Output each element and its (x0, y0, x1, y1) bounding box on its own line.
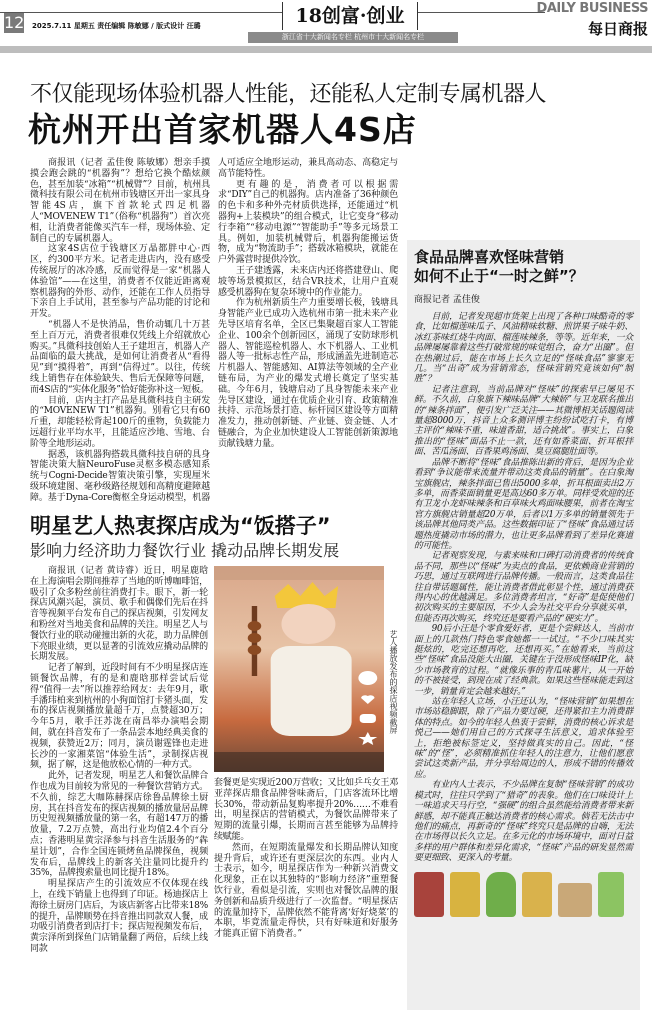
paragraph: 记者注意到，当前品牌对“怪味”的探索早已屡见不鲜。不久前，白象旗下辣味品牌“大辣娇”与卫龙联名推出的“辣条拌面”，便引发广泛关注——其微博相关话题阅读量超8000万，抖音上众多测评博主纷纷试吃打卡，有博主评价“辣味不重，味道香甜，适合挑战”。事实上，白象推出的“怪味”面品不止一款，还有如香菜面、折耳根拌面、苦瓜汤面、百香果鸡汤面、臭豆腐腿肚面等。 (414, 384, 633, 458)
section-title: 18创富·创业 (282, 2, 418, 30)
product-image (558, 883, 592, 917)
photo-caption: 艺人播放发布的探店视频截屏 (389, 630, 398, 734)
paragraph: 此外，记者发现，明星艺人和餐饮品牌合作也成为目前较为常见的一种餐饮营销方式。不久前，综艺大咖陈赫探店徐鲁品牌徐土厨房，其在抖音发布的探店视频的播放量居品牌历史短视频播放量的第一名，有超147万的播放量，7.2万点赞，高出行业均值2.4个百分点；香港明星黄宗泽参与抖音生活服务的“犇星计划”，合作全国连锁烤鱼品牌探鱼，视频发布后，品牌线上的新客关注量同比提升约35%，品牌搜索量也同比提升18%。 (30, 771, 208, 879)
paragraph: 目前，店内主打产品是具微科技自主研发的“MOVENEW T1”机器狗。别看它只有60斤重，却能轻松背起100斤的重物，负载能力远超行业平均水平，且能适应沙地、雪地、台阶等全地形运动。 (30, 395, 210, 449)
paragraph: 有业内人士表示，不少品牌在复制“怪味营销”的成功模式时，往往只学到了“猎奇”的表象。他们在口味设计上一味追求天马行空，“强硬”的组合虽然能给消费者带来新鲜感，却不能真正触达消费者的核心需求。倘若无法击中他们的痛点，再新奇的“怪味”终究只是品牌的自嗨，无法在市场得以长久立足。在多元化的市场环境中，面对日益多样的用户群体和差异化需求，“怪味”产品的研发显然需要更细致、更深入的考量。 (414, 780, 633, 864)
article1-body (30, 158, 398, 510)
paragraph: 套餐更是实现近200万营收；又比如乒乓女王邓亚萍探店鼎食品牌誉味斋后，门店客流环比增长30%，带动新品复购率提升20%……不难看出，明星探店的营销模式，为餐饮品牌带来了短期的流量引爆，长期而言甚至能够为品牌持续赋能。 (214, 778, 398, 842)
product-image (414, 872, 444, 917)
article3-body (414, 312, 633, 864)
product-image (450, 872, 480, 917)
article3-byline: 商报记者 孟佳俊 (414, 295, 480, 305)
paragraph: 站在年轻人立场，小汪还认为，“怪味营销”如果想在市场站稳脚跟，除了产品力要过硬，还得紧扣主力消费群体的特点。如今的年轻人热衷于尝鲜，消费的核心诉求是悦己——她们用自己的方式探寻生活意义，追求体验至上，拒绝被标签定义，坚持做真实的自己。因此，“怪味”的“怪”，必须精准抓住年轻人的注意力，让他们愿意尝试这类新产品，并分享给周边的人，形成不错的传播效应。 (414, 697, 633, 780)
paragraph: 商报讯（记者 黄诗睿）近日，明星鹿晗在上海演唱会期间推荐了当地的昕博咖啡馆，吸引了众多粉丝前往消费打卡。眼下，新一轮探店风潮兴起，演员、歌手和偶像们先后在抖音等视频平台发布自己的探店视频，引发网友和粉丝对当地美食和品牌的关注。明星艺人与餐饮行业的联动碰撞出新的火花，助力品牌创下亮眼业绩，更以显著的引流效应撬动品牌的长期发展。 (30, 566, 208, 663)
paragraph: 然而，在短期流量爆发和长期品牌认知度提升背后，或许还有更深层次的东西。业内人士表示，如今，明星探店作为一种新兴消费文化现象，正在以其独特的“影响力经济”重塑餐饮行业，看似是引流，实则也对餐饮品牌的服务创新和品质升级进行了一次监督。“明星探店的流量加持下，品牌依然不能背离‘好好烧菜’的本职，毕竟流量走得快，只有好味道和好服务才能真正留下消费者。” (214, 842, 398, 940)
article1-subtitle: 不仅能现场体验机器人性能，还能私人定制专属机器人 (30, 82, 547, 107)
paragraph: 商报讯（记者 孟佳俊 陈敏娜）想亲手摸摸会跑会跳的“机器狗”？想给它换个酷炫颜色，甚至加装“冰箱”“机械臂”？目前，杭州具微科技有限公司在杭州市钱塘区开出一家具身智能4S店，旗下首款轮式四足机器人“MOVENEW T1”（俗称“机器狗”）首次亮相，让消费者能像买汽车一样，现场体验、定制自己的专属机器人。 (30, 158, 210, 244)
paragraph: 这家4S店位于钱塘区万晶都胖中心·西区，约300平方米。记者走进店内，没有感受传统展厅的冰冷感，反而觉得是一家“机器人体验馆”——在这里，消费者不仅能近距离观察机器狗的外形、动作，还能在工作人员指导下亲自上手试用，甚至参与产品功能的讨论和开发。 (30, 244, 210, 320)
paragraph: 记者观察发现，与素来味和口碑打动消费者的传统食品不同，那些以“怪味”为卖点的食品，更依赖商业营销的巧思，通过互联网进行品牌传播。一般而言，这类食品往往自带话题属性，能让消费者借此彰显个性，通过消费获得内心的优越满足。多位消费者坦言，“好奇”是促使他们初次购买的主要原因，不少人会为社交平台分享就买单，但能否再次购买，终究还是要看产品的“硬实力”。 (414, 551, 633, 624)
paragraph: 90后小汪是个零食爱好者，更是个尝鲜达人，当前市面上的几款热门特色零食她都一一试过。“不少口味其实挺炫的，吃完还想再吃，还想再买。”在她看来，当前这些“怪味”食品没能大出圈，关键在于没形成怪味IP化，缺少市场教育的过程。“就像乐事的青瓜味薯片，从一开始的不被接受，到现在成了经典款。如果这些怪味能走到这一步，销量肯定会越来越好。” (414, 624, 633, 697)
paragraph: 记者了解到，近段时间有不少明星探店连锁餐饮品牌，有的是和鹿晗那样尝试后觉得“值得一去”所以推荐给网友：去年9月，歌手潘玮柏来到杭州的小狗面馆打卡猪头面，发布的探店视频播放量超千万，点赞超30万；今年5月，歌手汪苏泷在南昌举办演唱会期间，就在抖音发布了一条品尝本地经典美食的视频，获赞近2万；同月，演员谢霆锋也走进长沙的一家湘菜馆“体验生活”，录制探店视频，据了解，这是他放松心情的一种方式。 (30, 663, 208, 771)
article2-title: 明星艺人热衷探店成为“饭搭子” (30, 514, 331, 538)
article2-subtitle: 影响力经济助力餐饮行业 撬动品牌长期发展 (30, 541, 340, 560)
avatar-icon (358, 671, 377, 685)
brand-english: DAILY BUSINESS (536, 1, 648, 16)
brand-chinese: 每日商报 (587, 20, 648, 38)
article2-photo (214, 566, 384, 772)
star-icon (358, 732, 377, 745)
page-number: 12 (4, 13, 25, 32)
dateline: 2025.7.11 星期五 责任编辑 陈敏娜 / 版式设计 汪璐 (32, 22, 201, 30)
article2-column-1 (30, 566, 208, 955)
paragraph: 作为杭州新质生产力重要增长极，钱塘具身智能产业已成功入选杭州市第一批未来产业先导区培育名单，全区已集聚超百家人工智能企业、100余个创新园区，涌现了安防球形机器人、智能巡检机器人、水下机器人、工业机器人等一批标志性产品，形成涵盖先进制造芯片机器人、智能感知、AI算法等领域的全产业链布局，为产业的爆发式增长奠定了坚实基础。今年6月，钱塘启动了具身智能未来产业先导区建设，通过在优质企业引育、政策精准扶持、示范场景打造、标杆园区建设等方面精准发力，推动创新链、产业链、资金链、人才链融合，为企业加快建设人工智能创新策源地贡献钱塘力量。 (218, 298, 398, 449)
paragraph: 王子建透露，未来店内还将搭建登山、爬坡等场景模拟区，结合VR技术，让用户直观感受机器狗在复杂环境中的作业能力。 (218, 265, 398, 298)
section-subtitle: 浙江省十大新闻名专栏 杭州市十大新闻名专栏 (248, 32, 458, 43)
paragraph: 更有趣的是，消费者可以根据需求“DIY”自己的机器狗。店内准备了36种颜色的色卡和多种外壳材质供选择，还能通过“机器狗+上装模块”的组合模式，让它变身“移动行李箱”“移动电源”“智能助手”等多元场景工具。例如，加装机械臂后，机器狗能搬运货物，成为“物流助手”；搭载冰箱模块，就能在户外露营时提供冷饮。 (218, 179, 398, 266)
comment-icon (360, 714, 376, 723)
video-screenshot-illustration (214, 566, 384, 772)
paragraph: 目前，记者发现超市货架上出现了各种口味酷奇的零食，比如榴莲味瓜子、风油精味软糖、煎饼果子味牛奶、冰红茶味红烧牛肉面、榴莲味辣条，等等。近年来，一众品牌屡屡靠着这些打破常规的味觉组合，奋力“出圈”。但在热潮过后，能在市场上长久立足的“怪味食品”寥寥无几。当“出奇”成为营销常态，怪味营销究竟该如何“制胜”？ (414, 312, 633, 385)
article1-title: 杭州开出首家机器人4S店 (28, 110, 417, 149)
header-band (0, 46, 652, 53)
paragraph: “机器人不是快消品，售价动辄几十万甚至上百万元，消费者很难仅凭线上介绍就放心购买。”具微科技创始人王子建坦言，机器人产品面临的最大挑战，是如何让消费者从“看得见”到“摸得着”，再到“信得过”。以往，传统线上销售存在体验缺失、售后无保障等问题，而4S店的“实体化服务”恰好能弥补这一短板。 (30, 319, 210, 395)
paragraph: 明星探店产生的引流效应不仅体现在线上，在线下销量上也得到了印证。杨迪探店上海徐土厨房门店后，为该店新客占比带来18%的提升，品牌顺势在抖音推出同款双人餐，成功吸引消费者到店打卡；探店短视频发布后，黄宗泽所到探鱼门店销量翻了两倍，后续上线同款 (30, 879, 208, 954)
article2-column-2 (214, 778, 398, 940)
product-images (414, 872, 633, 917)
paragraph: 品牌不断将“怪味”食品推陈出新的背后，是因为企业看到“争议能带来流量并带动这类食品的销量”。在白象淘宝旗舰店，辣条拌面已售出5000多单，折耳根面卖出2万多单，而香菜面销量更是高达60多万单。同样受欢迎的还有卫龙小龙虾味辣条和百草味火鸡面味腰果，前者在淘宝官方旗舰店销量超20万单，后者以1万多单的销量领先于该品牌其他同类产品。这些数据印证了“怪味”食品通过话题热度撬动市场的潜力，也让更多品牌看到了差异化赛道的可能性。 (414, 457, 633, 551)
product-image (598, 872, 624, 917)
header-rule (0, 12, 545, 13)
product-image (522, 872, 552, 917)
paragraph: 据悉，该机器狗搭载具微科技自研的具身智能决策大脑NeuroFuse灵枢多模态感知系统与Cogni-Decide智策决策引擎，实现厘米级环境建图、毫秒级路径规划和高精度避障越障。基于Dyna-Core衡枢全身运动模型，机器人可适应全地形运动，兼具高动态、高稳定与高节能特性。 (30, 158, 398, 503)
heart-icon (361, 695, 374, 704)
article3-box (407, 240, 640, 1010)
product-image (486, 872, 516, 917)
article3-title: 食品品牌喜欢怪味营销 如何不止于“一时之鲜”？ (414, 248, 584, 285)
